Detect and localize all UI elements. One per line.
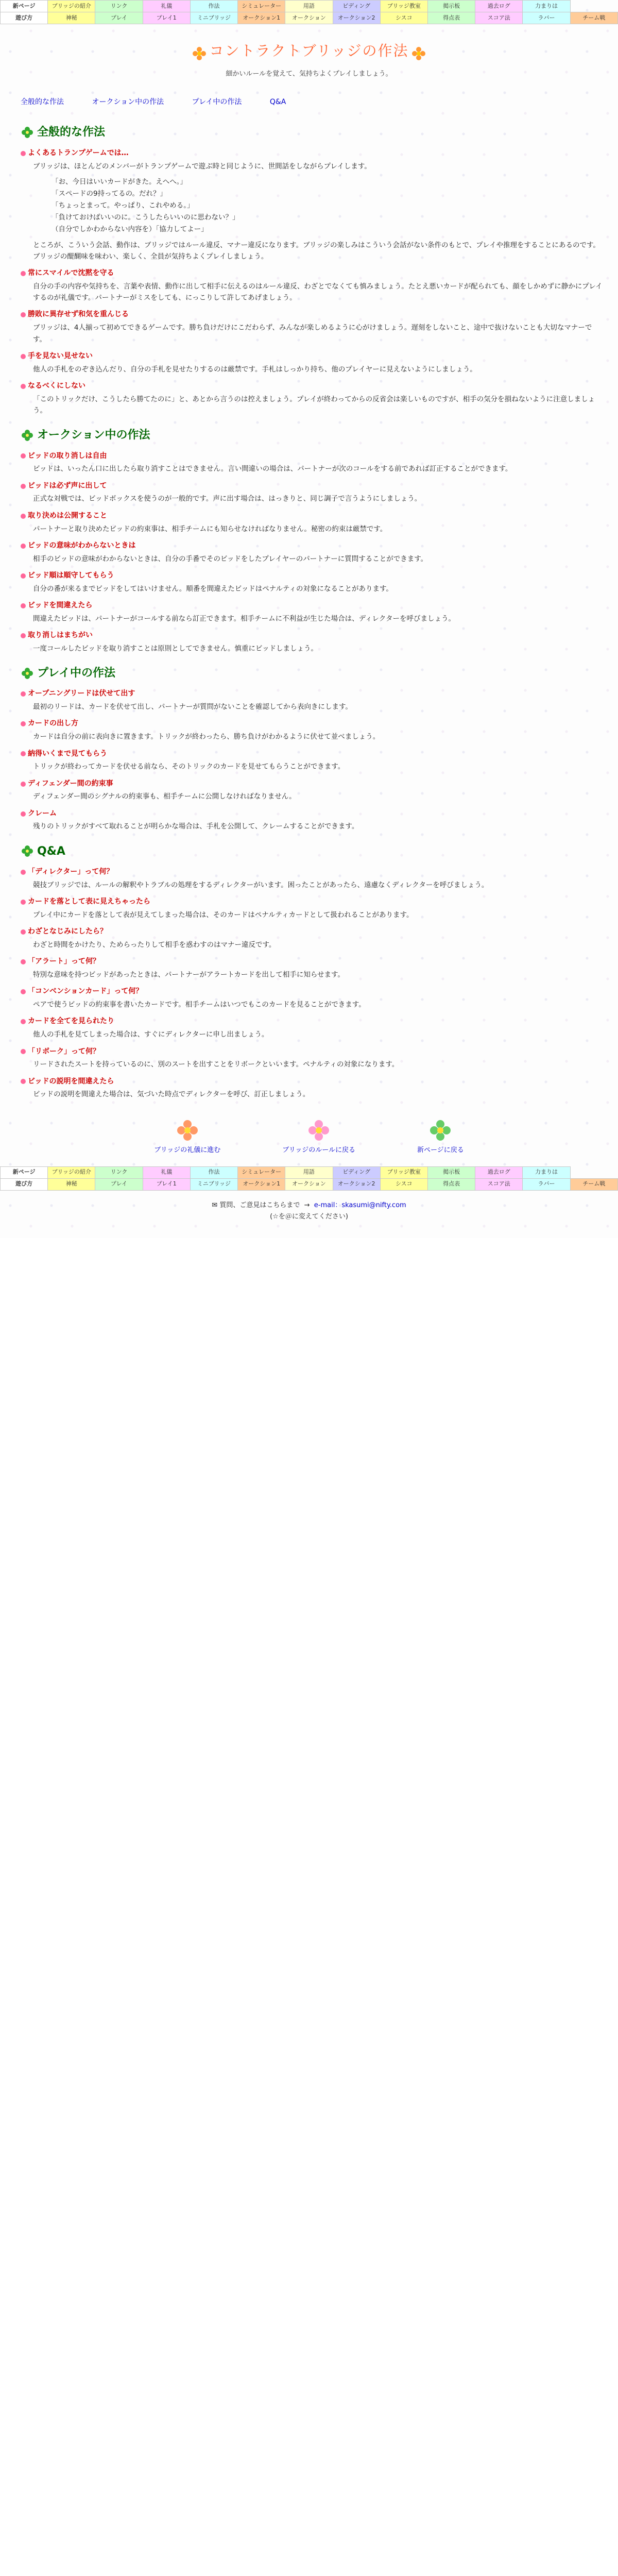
paragraph: 自分の番が来るまでビッドをしてはいけません。順番を間違えたビッドはペナルティの対象になることがあります。: [33, 584, 393, 593]
paragraph: リードされたスートを持っているのに、別のスートを出すことをリボークといいます。ペナルティの対象になります。: [33, 1060, 399, 1069]
nav-item[interactable]: 新ページ: [1, 1166, 48, 1178]
nav-item[interactable]: 神秘: [48, 12, 95, 24]
item-heading: [21, 510, 603, 522]
nav-item[interactable]: プレイ1: [143, 1178, 190, 1190]
bullet-dot-icon: [21, 989, 26, 994]
item-heading: [21, 1046, 603, 1058]
nav-item[interactable]: ブリッジ教室: [380, 1166, 427, 1178]
item-title: なるべくにしない: [28, 381, 85, 390]
item-title: 「ディレクター」って何？: [28, 868, 114, 876]
bullet-dot-icon: [21, 354, 26, 359]
nav-item[interactable]: チーム戦: [570, 1178, 617, 1190]
bullet-dot-icon: [21, 929, 26, 935]
nav-item[interactable]: 作法: [190, 1166, 237, 1178]
item-title: カードの出し方: [28, 719, 78, 728]
item-title: 勝敗に異存せず和気を重んじる: [28, 310, 129, 319]
bullet-dot-icon: [21, 151, 26, 156]
section-heading: [21, 123, 603, 142]
clover-icon: [21, 126, 34, 139]
paragraph: 他人の手札を見てしまった場合は、すぐにディレクターに申し出ましょう。: [33, 1030, 269, 1039]
bullet-dot-icon: [21, 1019, 26, 1024]
item-heading: [21, 540, 603, 552]
flower-icon: [192, 46, 207, 61]
bullet-dot-icon: [21, 573, 26, 579]
item-heading: [21, 600, 603, 612]
paragraph: パートナーと取り決めたビッドの約束事は、相手チームにも知らせなければなりません。秘密の約束は厳禁です。: [33, 524, 387, 533]
paragraph: 競技ブリッジでは、ルールの解釈やトラブルの処理をするディレクターがいます。困ったことがあったら、遠慮なくディレクターを呼びましょう。: [33, 880, 489, 889]
bullet-dot-icon: [21, 312, 26, 317]
item-heading: [21, 267, 603, 280]
clover-icon: [21, 667, 34, 680]
table-of-contents: [0, 86, 618, 114]
page-subtitle: 細かいルールを覚えて、気持ちよくプレイしましょう。: [226, 70, 392, 78]
item-title: ビッド順は順守してもらう: [28, 571, 114, 580]
bullet-dot-icon: [21, 603, 26, 608]
nav-item[interactable]: ブリッジの紹介: [48, 1, 95, 12]
paragraph: 最初のリードは、カードを伏せて出し、パートナーが質問がないことを確認してから表向きにします。: [33, 703, 352, 711]
nav-item[interactable]: 得点表: [427, 12, 475, 24]
nav-item[interactable]: ビディング: [333, 1166, 380, 1178]
item-heading: [21, 480, 603, 493]
item-heading: [21, 808, 603, 820]
nav-item[interactable]: ブリッジ教室: [380, 1, 427, 12]
page: [0, 0, 618, 1238]
clover-icon: [21, 429, 34, 442]
link-new-page-label[interactable]: 新ページに戻る: [417, 1146, 464, 1154]
nav-item[interactable]: 礼儀: [143, 1166, 190, 1178]
quote-line: 「スペードの9持ってるの。だれ？」: [52, 189, 167, 198]
nav-item[interactable]: オークション2: [333, 12, 380, 24]
bullet-dot-icon: [21, 514, 26, 519]
item-title: カードを全てを見られたり: [28, 1017, 114, 1026]
bullet-dot-icon: [21, 271, 26, 276]
paragraph: プレイ中にカードを落として表が見えてしまった場合は、そのカードはペナルティカードとして扱われることがあります。: [33, 910, 414, 919]
nav-item[interactable]: シスコ: [380, 12, 427, 24]
nav-item[interactable]: シスコ: [380, 1178, 427, 1190]
flower-icon: [176, 1119, 199, 1142]
footer-note: (☆を＠に変えてください): [270, 1212, 348, 1221]
item-heading: [21, 1076, 603, 1088]
nav-item[interactable]: ラバー: [523, 12, 570, 24]
nav-item[interactable]: ラバー: [523, 1178, 570, 1190]
bullet-dot-icon: [21, 1049, 26, 1054]
item-title: 納得いくまで見てもらう: [28, 749, 107, 758]
section-heading: [21, 842, 603, 861]
nav-item[interactable]: 遊び方: [1, 12, 48, 24]
item-title: わざとなじみにしたら？: [28, 927, 107, 936]
section-heading: [21, 664, 603, 683]
paragraph: 正式な対戦では、ビッドボックスを使うのが一般的です。声に出す場合は、はっきりと、同じ調子で言うようにしましょう。: [33, 495, 422, 503]
nav-item[interactable]: 過去ログ: [475, 1, 523, 12]
toc-link-auction[interactable]: オークション中の作法: [92, 97, 164, 106]
bullet-dot-icon: [21, 870, 26, 875]
paragraph: ビッドの説明を間違えた場合は、気づいた時点でディレクターを呼び、訂正しましょう。: [33, 1090, 310, 1099]
nav-item[interactable]: 掲示板: [427, 1166, 475, 1178]
quote-line: 「負けておけばいいのに。こうしたらいいのに思わない？」: [52, 213, 239, 222]
paragraph: 一度コールしたビッドを取り消すことは原則としてできません。慎重にビッドしましょう。: [33, 644, 318, 653]
bottom-nav: [0, 1166, 618, 1191]
main-content: [0, 123, 618, 1100]
item-title: ビッドの説明を間違えたら: [28, 1077, 114, 1086]
item-title: 常にスマイルで沈黙を守る: [28, 269, 114, 278]
paragraph: 残りのトリックがすべて取れることが明らかな場合は、手札を公開して、クレームすることができます。: [33, 822, 359, 831]
bullet-dot-icon: [21, 544, 26, 549]
paragraph: ブリッジは、4人揃って初めてできるゲームです。勝ち負けだけにこだわらず、みんなが楽しめるように心がけましょう。遅刻をしないこと、途中で抜けないことも大切なマナーです。: [33, 324, 592, 344]
nav-item[interactable]: 力まりは: [523, 1, 570, 12]
item-title: ビッドは必ず声に出して: [28, 481, 107, 490]
paragraph: 他人の手札をのぞき込んだり、自分の手札を見せたりするのは厳禁です。手札はしっかり持ち、他のプレイヤーに見えないようにしましょう。: [33, 365, 477, 374]
toc-link-general[interactable]: 全般的な作法: [21, 97, 64, 106]
item-heading: [21, 309, 603, 321]
section-title: プレイ中の作法: [37, 667, 116, 680]
top-nav: [0, 0, 618, 24]
quote-line: 「ちょっとまって。やっぱり、これやめる。」: [52, 201, 194, 210]
section-title: 全般的な作法: [37, 126, 106, 139]
nav-item[interactable]: シミュレーター: [238, 1, 285, 12]
nav-item[interactable]: 礼儀: [143, 1, 190, 12]
nav-item[interactable]: 用語: [285, 1166, 333, 1178]
link-etiquette[interactable]: [154, 1119, 220, 1156]
item-title: クレーム: [28, 809, 57, 818]
page-title: コントラクトブリッジの作法: [209, 42, 409, 59]
item-title: カードを落として表に見えちゃったら: [28, 897, 150, 906]
nav-item[interactable]: 神秘: [48, 1178, 95, 1190]
item-heading: [21, 688, 603, 700]
section-heading: [21, 426, 603, 445]
bullet-dot-icon: [21, 811, 26, 817]
nav-item[interactable]: 過去ログ: [475, 1166, 523, 1178]
quote-line: （自分でしかわからない内容を）「協力してよー」: [52, 225, 208, 233]
paragraph: 間違えたビッドは、パートナーがコールする前なら訂正できます。相手チームに不利益が生じた場合は、ディレクターを呼びましょう。: [33, 614, 455, 623]
paragraph: ビッドは、いったん口に出したら取り消すことはできません。言い間違いの場合は、パートナーが次のコールをする前であれば訂正することができます。: [33, 465, 512, 473]
item-heading: [21, 718, 603, 730]
item-title: ディフェンダー間の約束事: [28, 779, 113, 788]
paragraph: 「このトリックだけ、こうしたら勝てたのに」と、あとから言うのは控えましょう。プレイが終わってからの反省会は楽しいものですが、相手の気分を損ねないように注意しましょう。: [33, 395, 595, 415]
item-heading: [21, 1015, 603, 1028]
item-title: 取り消しはまちがい: [28, 631, 93, 639]
item-heading: [21, 450, 603, 463]
nav-item[interactable]: オークション2: [333, 1178, 380, 1190]
paragraph: カードは自分の前に表向きに置きます。トリックが終わったら、勝ち負けがわかるように伏せて並べましょう。: [33, 733, 380, 741]
item-title: 手を見ない見せない: [28, 351, 93, 360]
nav-item[interactable]: オークション1: [238, 1178, 285, 1190]
nav-item[interactable]: プレイ: [95, 1178, 143, 1190]
flower-icon: [411, 46, 426, 61]
toc-link-qa[interactable]: Q&A: [269, 97, 286, 106]
nav-item[interactable]: 力まりは: [523, 1166, 570, 1178]
item-title: 取り決めは公開すること: [28, 511, 107, 520]
toc-link-play[interactable]: プレイ中の作法: [192, 97, 242, 106]
paragraph: ブリッジは、ほとんどのメンバーがトランプゲームで遊ぶ時と同じように、世間話をしながらプレイします。: [33, 162, 371, 171]
paragraph: 特別な意味を持つビッドがあったときは、パートナーがアラートカードを出して相手に知らせます。: [33, 971, 345, 979]
bullet-dot-icon: [21, 959, 26, 964]
bullet-dot-icon: [21, 900, 26, 905]
item-heading: [21, 147, 603, 160]
nav-item[interactable]: ビディング: [333, 1, 380, 12]
paragraph: 相手のビッドの意味がわからないときは、自分の手番でそのビッドをしたプレイヤーのパートナーに質問することができます。: [33, 554, 428, 563]
nav-item[interactable]: 遊び方: [1, 1178, 48, 1190]
bullet-dot-icon: [21, 484, 26, 489]
header: [0, 24, 618, 86]
nav-item[interactable]: リンク: [95, 1, 143, 12]
bullet-dot-icon: [21, 453, 26, 459]
section-title: Q&A: [37, 844, 65, 858]
item-title: ビッドの取り消しは自由: [28, 451, 107, 460]
nav-item[interactable]: ブリッジの紹介: [48, 1166, 95, 1178]
paragraph: ディフェンダー間のシグナルの約束事も、相手チームに公開しなければなりません。: [33, 792, 296, 801]
mail-icon: ✉: [212, 1201, 218, 1209]
item-heading: [21, 570, 603, 582]
item-heading: [21, 896, 603, 908]
nav-item[interactable]: 作法: [190, 1, 237, 12]
item-heading: [21, 778, 603, 790]
item-heading: [21, 866, 603, 878]
bullet-dot-icon: [21, 721, 26, 726]
footer: ✉ 質問、ご意見はこちらまで → e-mail：skasumi@nifty.com (☆を＠に変えてください): [0, 1191, 618, 1238]
item-heading: [21, 926, 603, 938]
item-heading: [21, 380, 603, 393]
bullet-dot-icon: [21, 633, 26, 638]
footer-contact: 質問、ご意見はこちらまで: [219, 1201, 300, 1209]
paragraph: ペアで使うビッドの約束事を書いたカードです。相手チームはいつでもこのカードを見ることができます。: [33, 1001, 366, 1009]
quote-block: [52, 176, 603, 235]
item-title: ビッドを間違えたら: [28, 601, 93, 609]
nav-item[interactable]: リンク: [95, 1166, 143, 1178]
nav-item[interactable]: プレイ1: [143, 12, 190, 24]
item-heading: [21, 630, 603, 642]
bottom-links: [0, 1104, 618, 1166]
item-title: 「リボーク」って何？: [28, 1047, 100, 1056]
paragraph: 自分の手の内容や気持ちを、言葉や表情、動作に出して相手に伝えるのはルール違反、わざとでなくても慎みましょう。たとえ悪いカードが配られても、顔をしかめずに静かにプレイするのが礼儀です。パートナーがミスをしても、にっこりして許してあげましょう。: [33, 282, 603, 302]
link-new-page[interactable]: [417, 1119, 464, 1156]
nav-item[interactable]: ミニブリッジ: [190, 12, 237, 24]
item-title: ビッドの意味がわからないときは: [28, 541, 136, 550]
item-heading: [21, 986, 603, 998]
bullet-dot-icon: [21, 691, 26, 697]
bullet-dot-icon: [21, 782, 26, 787]
nav-item[interactable]: プレイ: [95, 12, 143, 24]
item-heading: [21, 956, 603, 968]
nav-item[interactable]: チーム戦: [570, 12, 617, 24]
nav-item[interactable]: スコア法: [475, 1178, 523, 1190]
item-title: 「コンベンションカード」って何？: [28, 987, 143, 996]
link-rules[interactable]: [282, 1119, 355, 1156]
item-heading: [21, 350, 603, 363]
item-heading: [21, 748, 603, 760]
bullet-dot-icon: [21, 1079, 26, 1084]
link-etiquette-label[interactable]: ブリッジの礼儀に進む: [154, 1146, 221, 1154]
clover-icon: [21, 844, 34, 858]
nav-item[interactable]: ミニブリッジ: [190, 1178, 237, 1190]
paragraph: ところが、こういう会話、動作は、ブリッジではルール違反、マナー違反になります。ブリッジの楽しみはこういう会話がない条件のもとで、プレイや推理をすることにあるのです。ブリッジの醍醐味を味わい、楽しく、全員が気持ちよくプレイしましょう。: [33, 241, 600, 261]
section-title: オークション中の作法: [37, 429, 150, 442]
nav-item[interactable]: 新ページ: [1, 1, 48, 12]
paragraph: わざと時間をかけたり、ためらったりして相手を惑わすのはマナー違反です。: [33, 941, 276, 950]
nav-item[interactable]: オークション: [285, 1178, 333, 1190]
nav-item[interactable]: オークション1: [238, 12, 285, 24]
item-title: オープニングリードは伏せて出す: [28, 689, 135, 698]
nav-item[interactable]: 得点表: [427, 1178, 475, 1190]
nav-item[interactable]: スコア法: [475, 12, 523, 24]
nav-item[interactable]: 掲示板: [427, 1, 475, 12]
item-title: 「アラート」って何？: [28, 957, 100, 966]
paragraph: トリックが終わってカードを伏せる前なら、そのトリックのカードを見せてもらうことができます。: [33, 762, 345, 771]
bullet-dot-icon: [21, 384, 26, 389]
item-title: よくあるトランプゲームでは…: [28, 148, 129, 157]
footer-email[interactable]: e-mail：skasumi@nifty.com: [314, 1201, 406, 1209]
nav-item[interactable]: 用語: [285, 1, 333, 12]
link-rules-label[interactable]: ブリッジのルールに戻る: [282, 1146, 355, 1154]
quote-line: 「お、今日はいいカードがきた。えへへ。」: [52, 177, 187, 186]
nav-item[interactable]: シミュレーター: [238, 1166, 285, 1178]
flower-icon: [429, 1119, 452, 1142]
bullet-dot-icon: [21, 751, 26, 756]
flower-icon: [307, 1119, 330, 1142]
nav-item[interactable]: オークション: [285, 12, 333, 24]
